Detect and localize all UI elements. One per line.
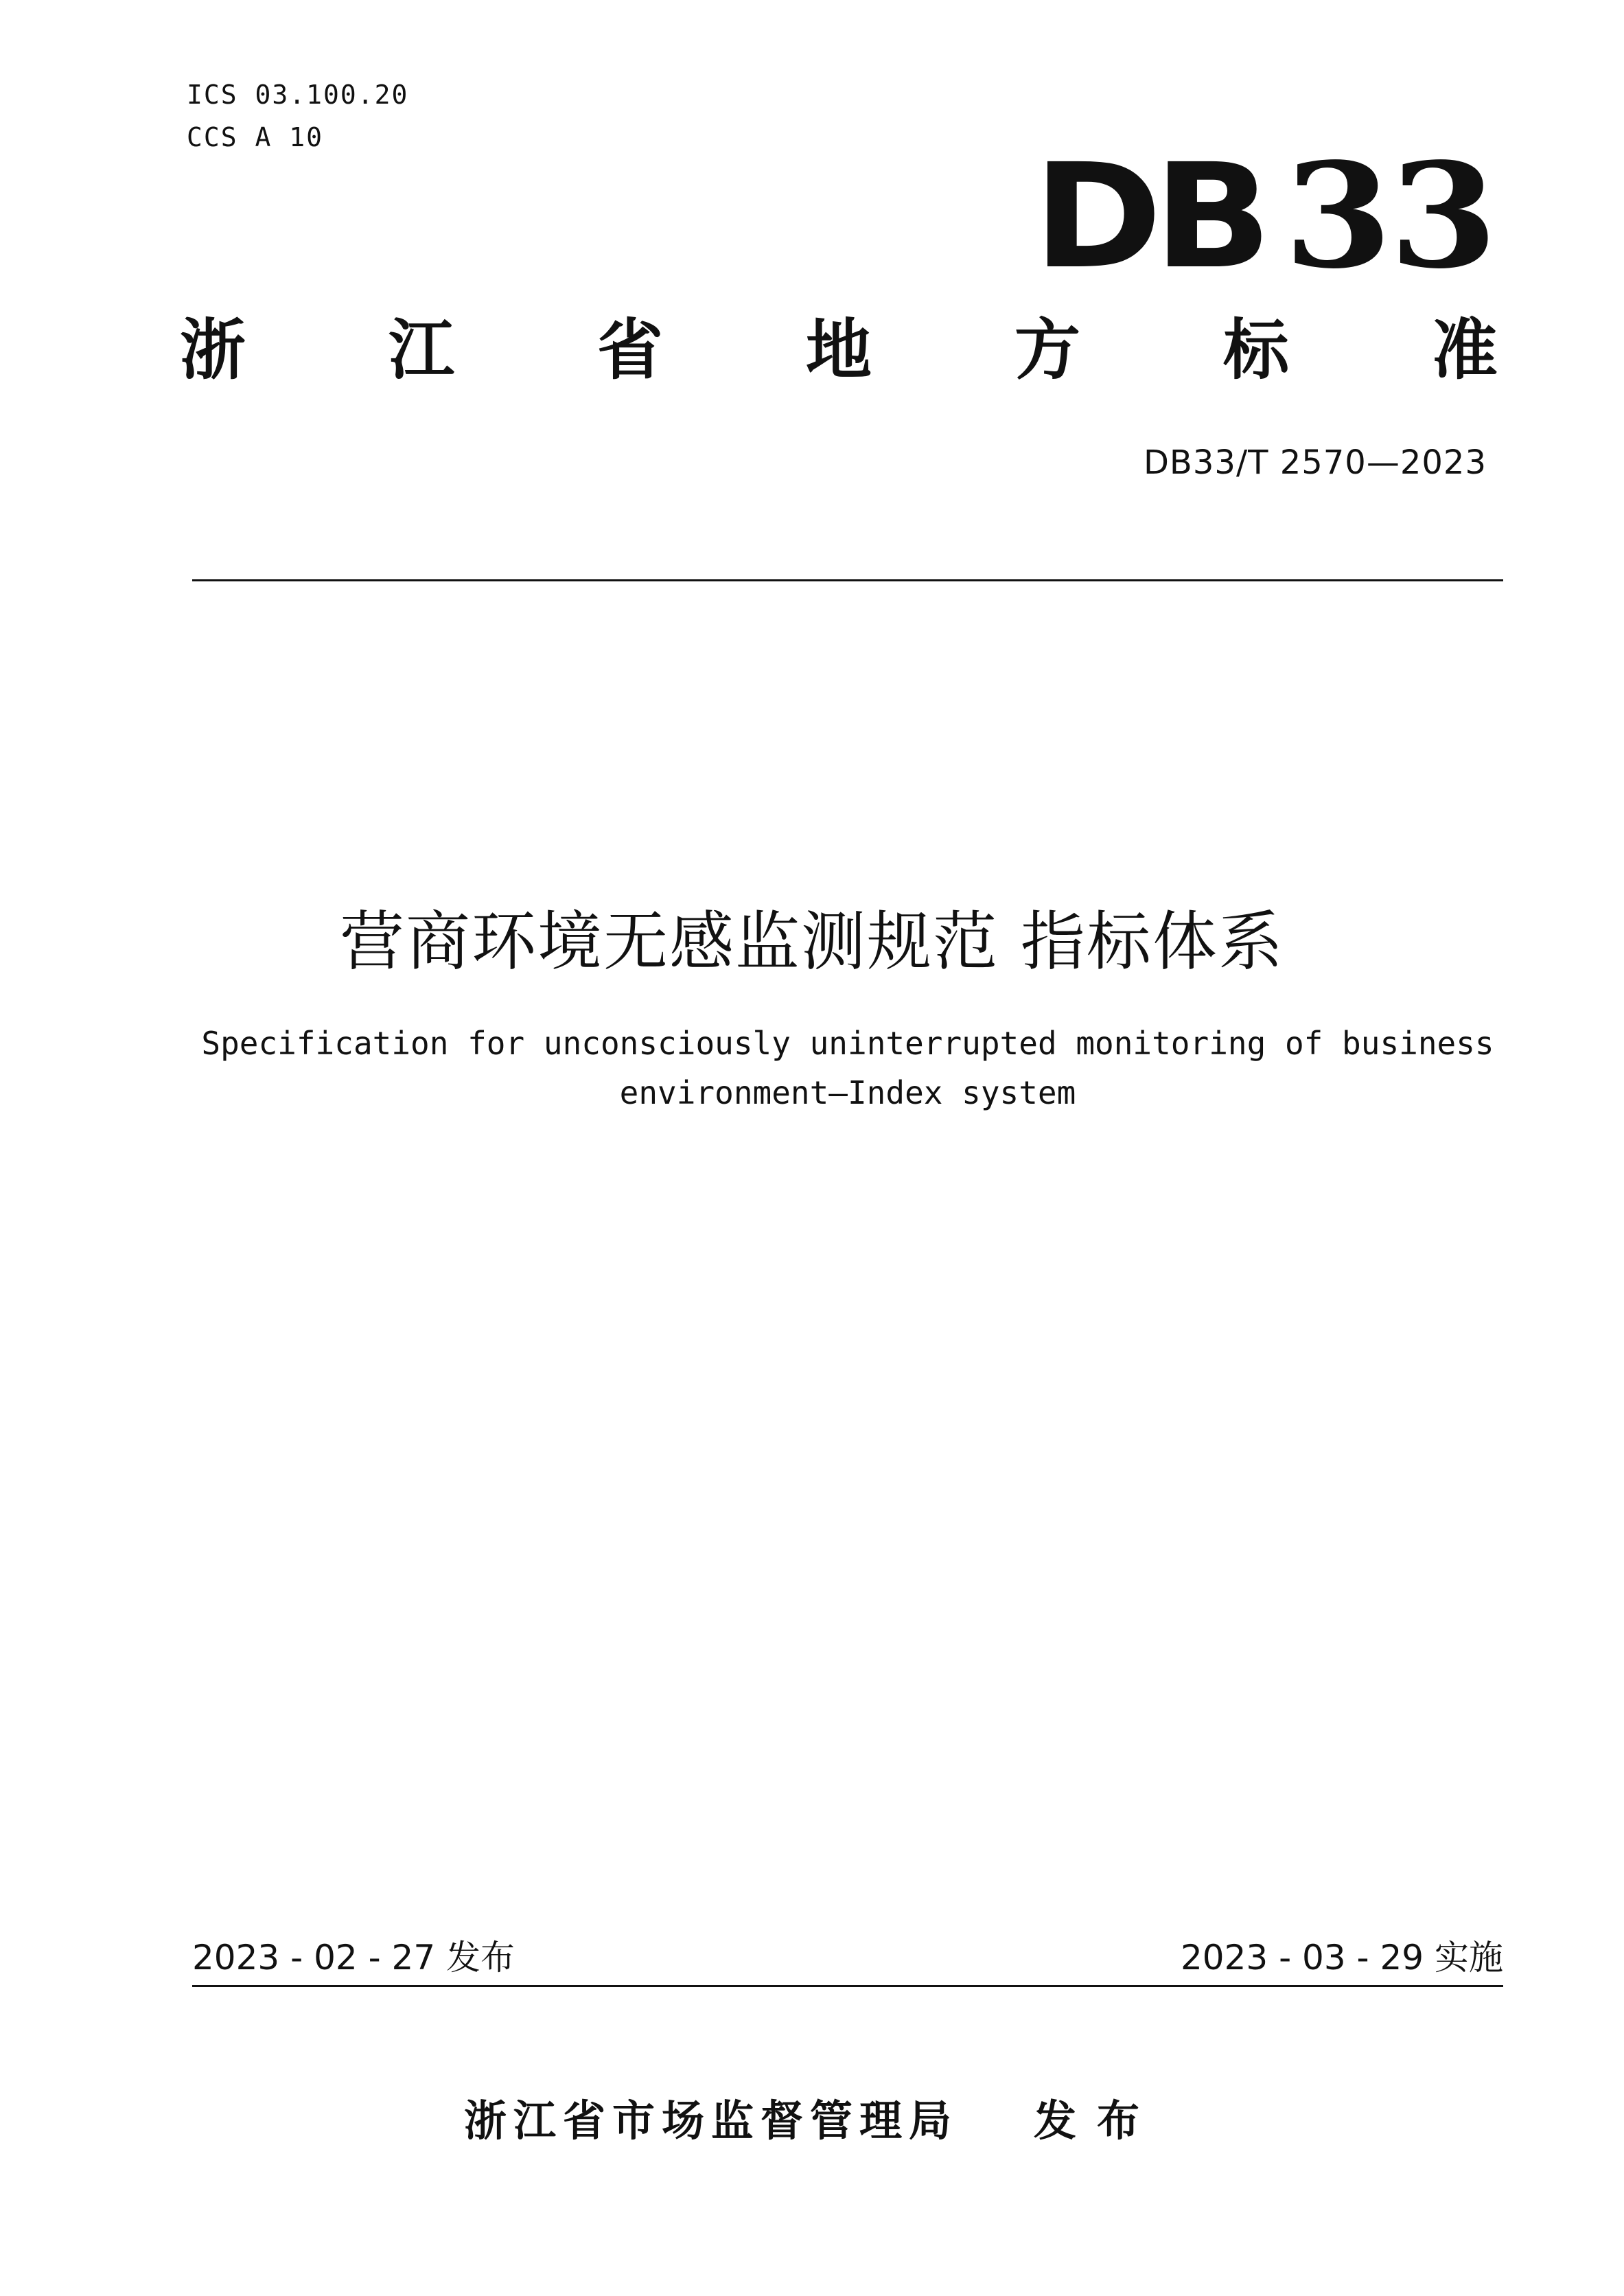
standard-type-heading — [180, 311, 1498, 389]
issue-date: 2023 - 02 - 27 发布 — [192, 1938, 515, 1978]
standard-type-char: 准 — [1432, 311, 1498, 389]
issuer-verb: 发布 — [1034, 2096, 1161, 2146]
title-english-line1: Specification for unconsciously uninterrupted monitoring of business — [201, 1025, 1494, 1062]
db33-logo — [1033, 131, 1495, 301]
logo-number: 33 — [1284, 131, 1495, 301]
standard-type-char: 江 — [388, 311, 454, 389]
title-english — [192, 1019, 1503, 1117]
standard-type-char: 浙 — [180, 311, 246, 389]
standard-number: DB33/T 2570—2023 — [1143, 443, 1487, 482]
standard-type-char: 地 — [806, 311, 872, 389]
title-english-line2: environment—Index system — [619, 1074, 1076, 1111]
top-divider — [192, 579, 1503, 581]
issuer-name: 浙江省市场监督管理局 — [463, 2096, 958, 2146]
standard-type-char: 标 — [1223, 311, 1289, 389]
date-row — [192, 1930, 1503, 1980]
effective-date: 2023 - 03 - 29 实施 — [1180, 1938, 1503, 1978]
logo-letters: DB — [1033, 132, 1264, 301]
issuer-line — [0, 2087, 1624, 2148]
bottom-divider — [192, 1985, 1503, 1987]
ics-code: ICS 03.100.20 — [187, 80, 409, 110]
ccs-code: CCS A 10 — [187, 122, 324, 152]
standard-type-char: 方 — [1014, 311, 1080, 389]
standard-type-char: 省 — [597, 311, 663, 389]
title-chinese: 营商环境无感监测规范 指标体系 — [340, 905, 1284, 979]
